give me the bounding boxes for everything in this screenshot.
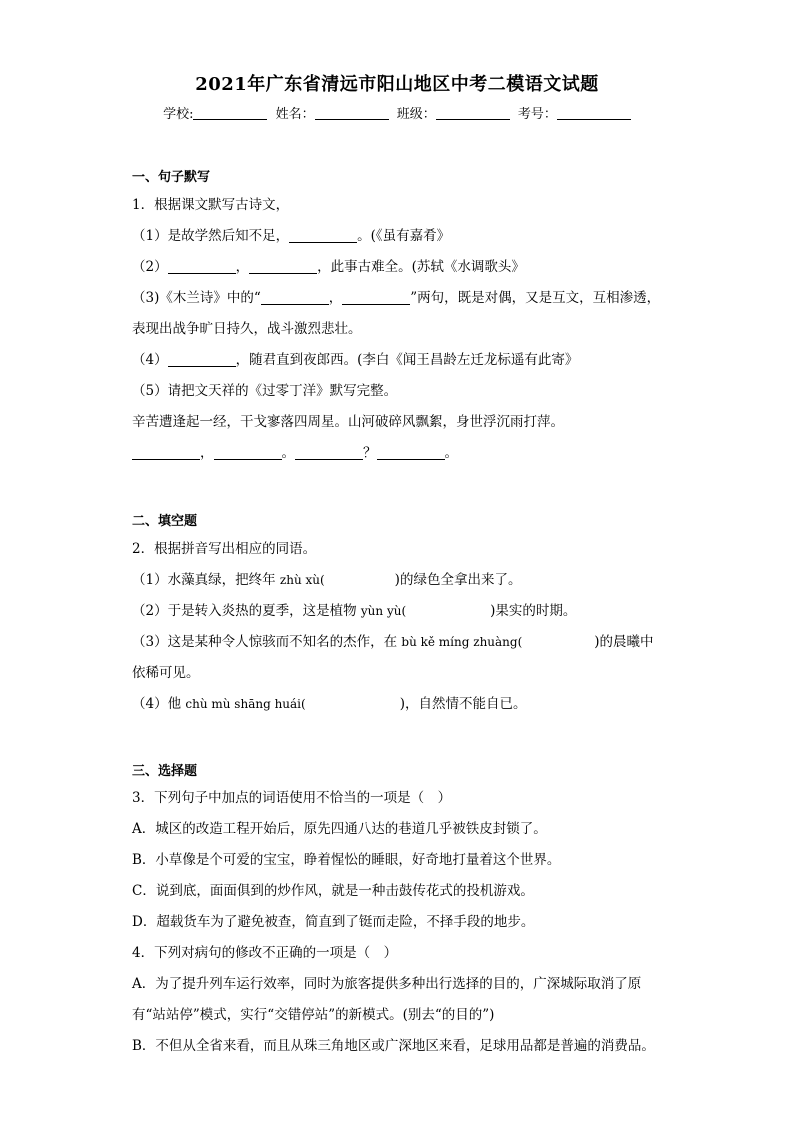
number-blank[interactable] xyxy=(557,107,631,120)
answer-blank[interactable] xyxy=(214,446,282,460)
q1-item-3-text-a: （3)《木兰诗》中的“ xyxy=(132,290,261,306)
q2-item-2 xyxy=(132,599,576,619)
class-label: 班级： xyxy=(396,107,436,122)
fill-sep: ？ xyxy=(363,445,377,461)
pinyin-text: yùn yù( xyxy=(360,604,407,618)
number-field xyxy=(518,103,631,122)
number-label: 考号： xyxy=(517,107,557,122)
poem-text: 辛苦遭逢起一经，干戈寥落四周星。山河破碎风飘絮，身世浮沉雨打萍。 xyxy=(132,414,564,430)
q2-item-2-text-a: （2）于是转入炎热的夏季，这是植物 xyxy=(132,603,361,619)
name-blank[interactable] xyxy=(315,107,389,120)
q2-item-4-text-b: )，自然情不能自已。 xyxy=(399,696,527,712)
answer-blank[interactable] xyxy=(295,446,363,460)
answer-blank[interactable] xyxy=(132,446,200,460)
answer-blank[interactable] xyxy=(249,260,317,274)
answer-blank[interactable] xyxy=(342,291,410,305)
school-blank[interactable] xyxy=(193,107,267,120)
q2-item-4 xyxy=(132,692,526,712)
q4-option-a[interactable]: A．为了提升列车运行效率，同时为旅客提供多种出行选择的目的，广深城际取消了原 xyxy=(132,976,642,992)
q2-item-1-text-a: （1）水藻真绿，把终年 xyxy=(132,572,280,588)
name-label: 姓名： xyxy=(275,107,315,122)
q1-item-2-text-a: （2） xyxy=(132,259,168,275)
q1-item-2-text-b: ， xyxy=(235,259,250,275)
q3-option-a[interactable]: A．城区的改造工程开始后，原先四通八达的巷道几乎被铁皮封锁了。 xyxy=(132,821,547,837)
q1-item-3-text-b: ， xyxy=(328,290,343,306)
school-label: 学校: xyxy=(163,107,194,122)
fill-sep: 。 xyxy=(281,445,295,461)
exam-title: 2021年广东省清远市阳山地区中考二模语文试题 xyxy=(195,74,599,95)
q1-item-4-text-a: （4） xyxy=(132,352,168,368)
pinyin-text: zhù xù( xyxy=(279,573,325,587)
class-field xyxy=(397,103,510,122)
q2-item-2-text-b: )果实的时期。 xyxy=(490,603,577,619)
fill-sep: 。 xyxy=(444,445,458,461)
q2-item-4-text-a: （4）他 xyxy=(132,696,186,712)
answer-blank[interactable] xyxy=(168,260,236,274)
q1-item-2-text-c: ，此事古难全。(苏轼《水调歌头》 xyxy=(317,259,525,275)
q1-item-4-text-b: ，随君直到夜郎西。(李白《闻王昌龄左迁龙标遥有此寄》 xyxy=(235,352,579,368)
q3-option-b[interactable]: B．小草像是个可爱的宝宝，睁着惺忪的睡眼，好奇地打量着这个世界。 xyxy=(132,852,561,868)
class-blank[interactable] xyxy=(436,107,510,120)
pinyin-text: chù mù shāng huái( xyxy=(185,697,306,711)
question-2-prompt: 2．根据拼音写出相应的同语。 xyxy=(132,541,317,557)
q2-item-3-text-a: （3）这是某种令人惊骇而不知名的杰作，在 xyxy=(132,634,402,650)
school-field xyxy=(163,103,267,122)
pinyin-text: bù kě míng zhuàng( xyxy=(401,635,523,649)
q4-option-a-continued: 有“站站停”模式，实行“交错停站”的新模式。(别去“的目的”) xyxy=(132,1007,495,1023)
q1-item-1-text-b: 。(《虽有嘉肴》 xyxy=(357,228,451,244)
q2-item-3-text-b: )的晨曦中 xyxy=(594,634,654,650)
q3-option-d[interactable]: D．超载货车为了避免被查，简直到了铤而走险，不择手段的地步。 xyxy=(132,914,535,930)
q2-item-3 xyxy=(132,630,654,650)
q1-item-2 xyxy=(132,255,525,275)
poem-fill-row xyxy=(132,441,458,461)
fill-sep: ， xyxy=(200,445,214,461)
section-2-heading: 二、填空题 xyxy=(132,514,198,529)
section-1-heading: 一、句子默写 xyxy=(132,170,211,185)
q1-item-3-continued: 表现出战争旷日持久，战斗激烈悲壮。 xyxy=(132,321,362,337)
question-4-prompt: 4．下列对病句的修改不正确的一项是（ ） xyxy=(132,945,398,961)
question-1-prompt: 1．根据课文默写古诗文， xyxy=(132,197,290,213)
q1-item-1-text-a: （1）是故学然后知不足， xyxy=(132,228,290,244)
q1-item-3-text-c: ”两句，既是对偶，又是互文，互相渗透， xyxy=(410,290,661,306)
q4-option-b[interactable]: B．不但从全省来看，而且从珠三角地区或广深地区来看，足球用品都是普遍的消费品。 xyxy=(132,1038,655,1054)
section-3-heading: 三、选择题 xyxy=(132,764,198,779)
q1-item-3 xyxy=(132,286,660,306)
q1-item-5: （5）请把文天祥的《过零丁洋》默写完整。 xyxy=(132,383,398,399)
name-field xyxy=(276,103,389,122)
q1-item-4 xyxy=(132,348,578,368)
q2-item-1-text-b: )的绿色全拿出来了。 xyxy=(394,572,522,588)
question-3-prompt: 3．下列句子中加点的词语使用不恰当的一项是（ ） xyxy=(132,790,452,806)
answer-blank[interactable] xyxy=(377,446,445,460)
answer-blank[interactable] xyxy=(261,291,329,305)
answer-blank[interactable] xyxy=(168,353,236,367)
student-info-row xyxy=(0,103,794,122)
q1-item-1 xyxy=(132,224,450,244)
answer-blank[interactable] xyxy=(289,229,357,243)
q2-item-3-continued: 依稀可见。 xyxy=(132,665,200,681)
q3-option-c[interactable]: C．说到底，面面俱到的炒作风，就是一种击鼓传花式的投机游戏。 xyxy=(132,883,534,899)
q2-item-1 xyxy=(132,568,521,588)
